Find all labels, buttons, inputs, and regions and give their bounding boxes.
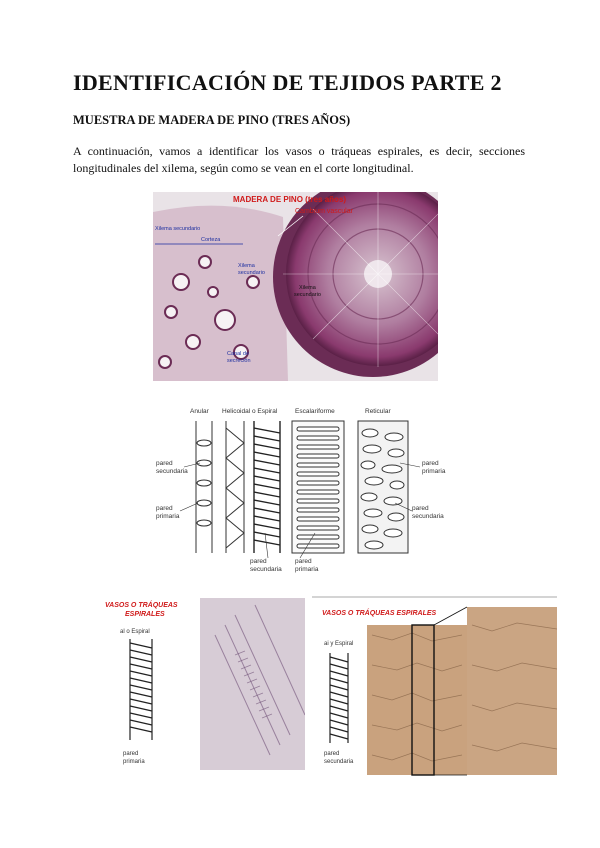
header-anular: Anular — [190, 408, 209, 415]
pine-wood-micrograph — [153, 192, 438, 381]
spiral-right-label-a: pared — [324, 751, 340, 757]
pared-pri-right-b: primaria — [422, 468, 446, 475]
reticulate-vessel — [358, 421, 408, 553]
pared-pri-right-a: pared — [422, 460, 439, 467]
pared-pri-left-b: primaria — [156, 513, 180, 520]
xylem-secondary-3-label: secundario — [294, 292, 321, 298]
xylem-label-a: Xilema — [238, 263, 255, 269]
xylem-secondary-2-label: Xilema — [299, 285, 316, 291]
document-subtitle: MUESTRA DE MADERA DE PINO (TRES AÑOS) — [73, 113, 351, 127]
pared-pri-bottom-b: primaria — [295, 566, 319, 573]
spiral-right-title: VASOS O TRÁQUEAS ESPIRALES — [322, 610, 437, 617]
spiral-left-label-c: primaria — [123, 759, 145, 765]
pared-pri-bottom-a: pared — [295, 558, 312, 565]
spiral-left-top-label: al o Espiral — [120, 629, 150, 635]
pared-sec-bottom-b: secundaria — [250, 566, 282, 573]
spiral-left-title-1: VASOS O TRÁQUEAS — [105, 602, 178, 609]
xylem-secondary-label: Xilema secundario — [155, 226, 201, 232]
pine-title: MADERA DE PINO (tres años) — [233, 195, 347, 204]
pared-pri-left-a: pared — [156, 505, 173, 512]
anular-vessel — [196, 421, 212, 553]
header-helicoidal: Helicoidal o Espiral — [222, 408, 278, 415]
spiral-right-top-label: ai y Espiral — [324, 641, 354, 647]
pared-sec-bottom-a: pared — [250, 558, 267, 565]
spiral-left-label-a: pared — [123, 751, 139, 757]
spiral-left-title-2: ESPIRALES — [125, 611, 165, 618]
pared-sec-left-a: pared — [156, 460, 173, 467]
pared-sec-right-b: secundaria — [412, 513, 444, 520]
document-paragraph: A continuación, vamos a identificar los vasos o tráqueas espirales, es decir, secciones longitudinales del xilema, según como se vean en el corte longitudinal. — [73, 144, 525, 175]
resin-canal-label-b: secreción — [227, 358, 251, 364]
scalariform-vessel — [292, 421, 344, 553]
header-reticular: Reticular — [365, 408, 391, 415]
dense-helical-vessel — [254, 421, 280, 553]
vessel-types-diagram — [150, 403, 450, 575]
spiral-vessel-figure-right — [312, 595, 557, 777]
helical-vessel — [226, 421, 244, 553]
pared-sec-right-a: pared — [412, 505, 429, 512]
header-escalariforme: Escalariforme — [295, 408, 335, 415]
spiral-right-label-b: secundaria — [324, 759, 354, 765]
document-title: IDENTIFICACIÓN DE TEJIDOS PARTE 2 — [73, 70, 502, 95]
cambium-label: Cambium vascular — [295, 208, 353, 215]
cortex-label: Corteza — [201, 237, 221, 243]
spiral-vessel-figure-left — [95, 595, 305, 770]
resin-canal-label-a: Canal de — [227, 351, 250, 357]
pared-sec-left-b: secundaria — [156, 468, 188, 475]
xylem-label-b: secundario — [238, 270, 265, 276]
